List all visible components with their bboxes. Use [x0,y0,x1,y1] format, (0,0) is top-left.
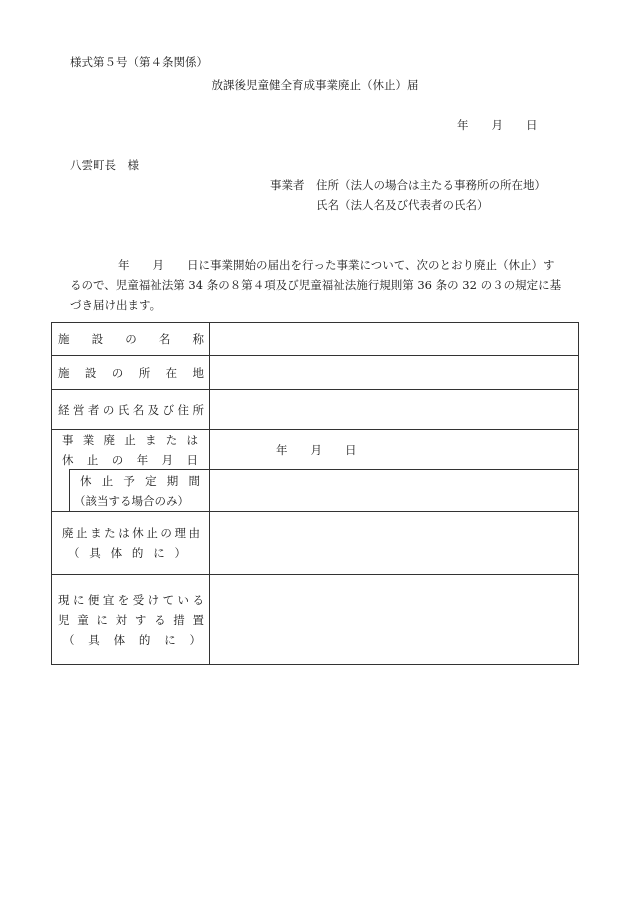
label-line: （具体的に） [63,632,201,647]
applicant-address-line: 事業者 住所（法人の場合は主たる事務所の所在地） [270,178,546,192]
child-measures-label [52,574,209,664]
facility-name-value [209,323,578,355]
label-line: 児童に対する措置 [58,612,204,627]
label-line: 事業廃止または [62,432,198,447]
facility-name-label [52,323,209,355]
document-title: 放課後児童健全育成事業廃止（休止）届 [211,78,419,92]
notification-table [51,322,579,665]
operator-name-address-label [52,389,209,429]
body-text-line: 年 月 日に事業開始の届出を行った事業について、次のとおり廃止（休止）す [118,258,555,272]
label-line: 施設の所在地 [58,365,204,380]
label-line: 休止の年月日 [62,452,198,467]
label-line: 施設の名称 [58,332,204,346]
addressee: 八雲町長 様 [70,158,139,172]
closure-date-value [209,429,578,469]
body-text-line: るので、児童福祉法第 34 条の８第４項及び児童福祉法施行規則第 36 条の 32 の３の規定に基 [70,278,562,292]
body-text-line: づき届け出ます。 [70,298,162,312]
form-number: 様式第５号（第４条関係） [70,55,208,69]
label-line: 廃止または休止の理由 [62,526,200,540]
operator-name-address-value [209,389,578,429]
closure-date-label [52,429,209,469]
applicant-name-line: 氏名（法人名及び代表者の氏名） [316,198,489,212]
submission-date: 年 月 日 [457,118,538,132]
suspension-period-label [69,469,209,511]
closure-date-text: 年 月 日 [276,442,357,457]
child-measures-value [209,574,578,664]
label-line: 休止予定期間 [80,473,200,488]
suspension-period-value [209,469,578,511]
closure-reason-label [52,511,209,574]
closure-reason-value [209,511,578,574]
facility-location-label [52,355,209,389]
label-line: （具体的に） [68,546,186,560]
label-line: 現に便宜を受けている [58,592,204,607]
facility-location-value [209,355,578,389]
label-line: （該当する場合のみ） [74,493,189,508]
label-line: 経営者の氏名及び住所 [58,402,204,417]
